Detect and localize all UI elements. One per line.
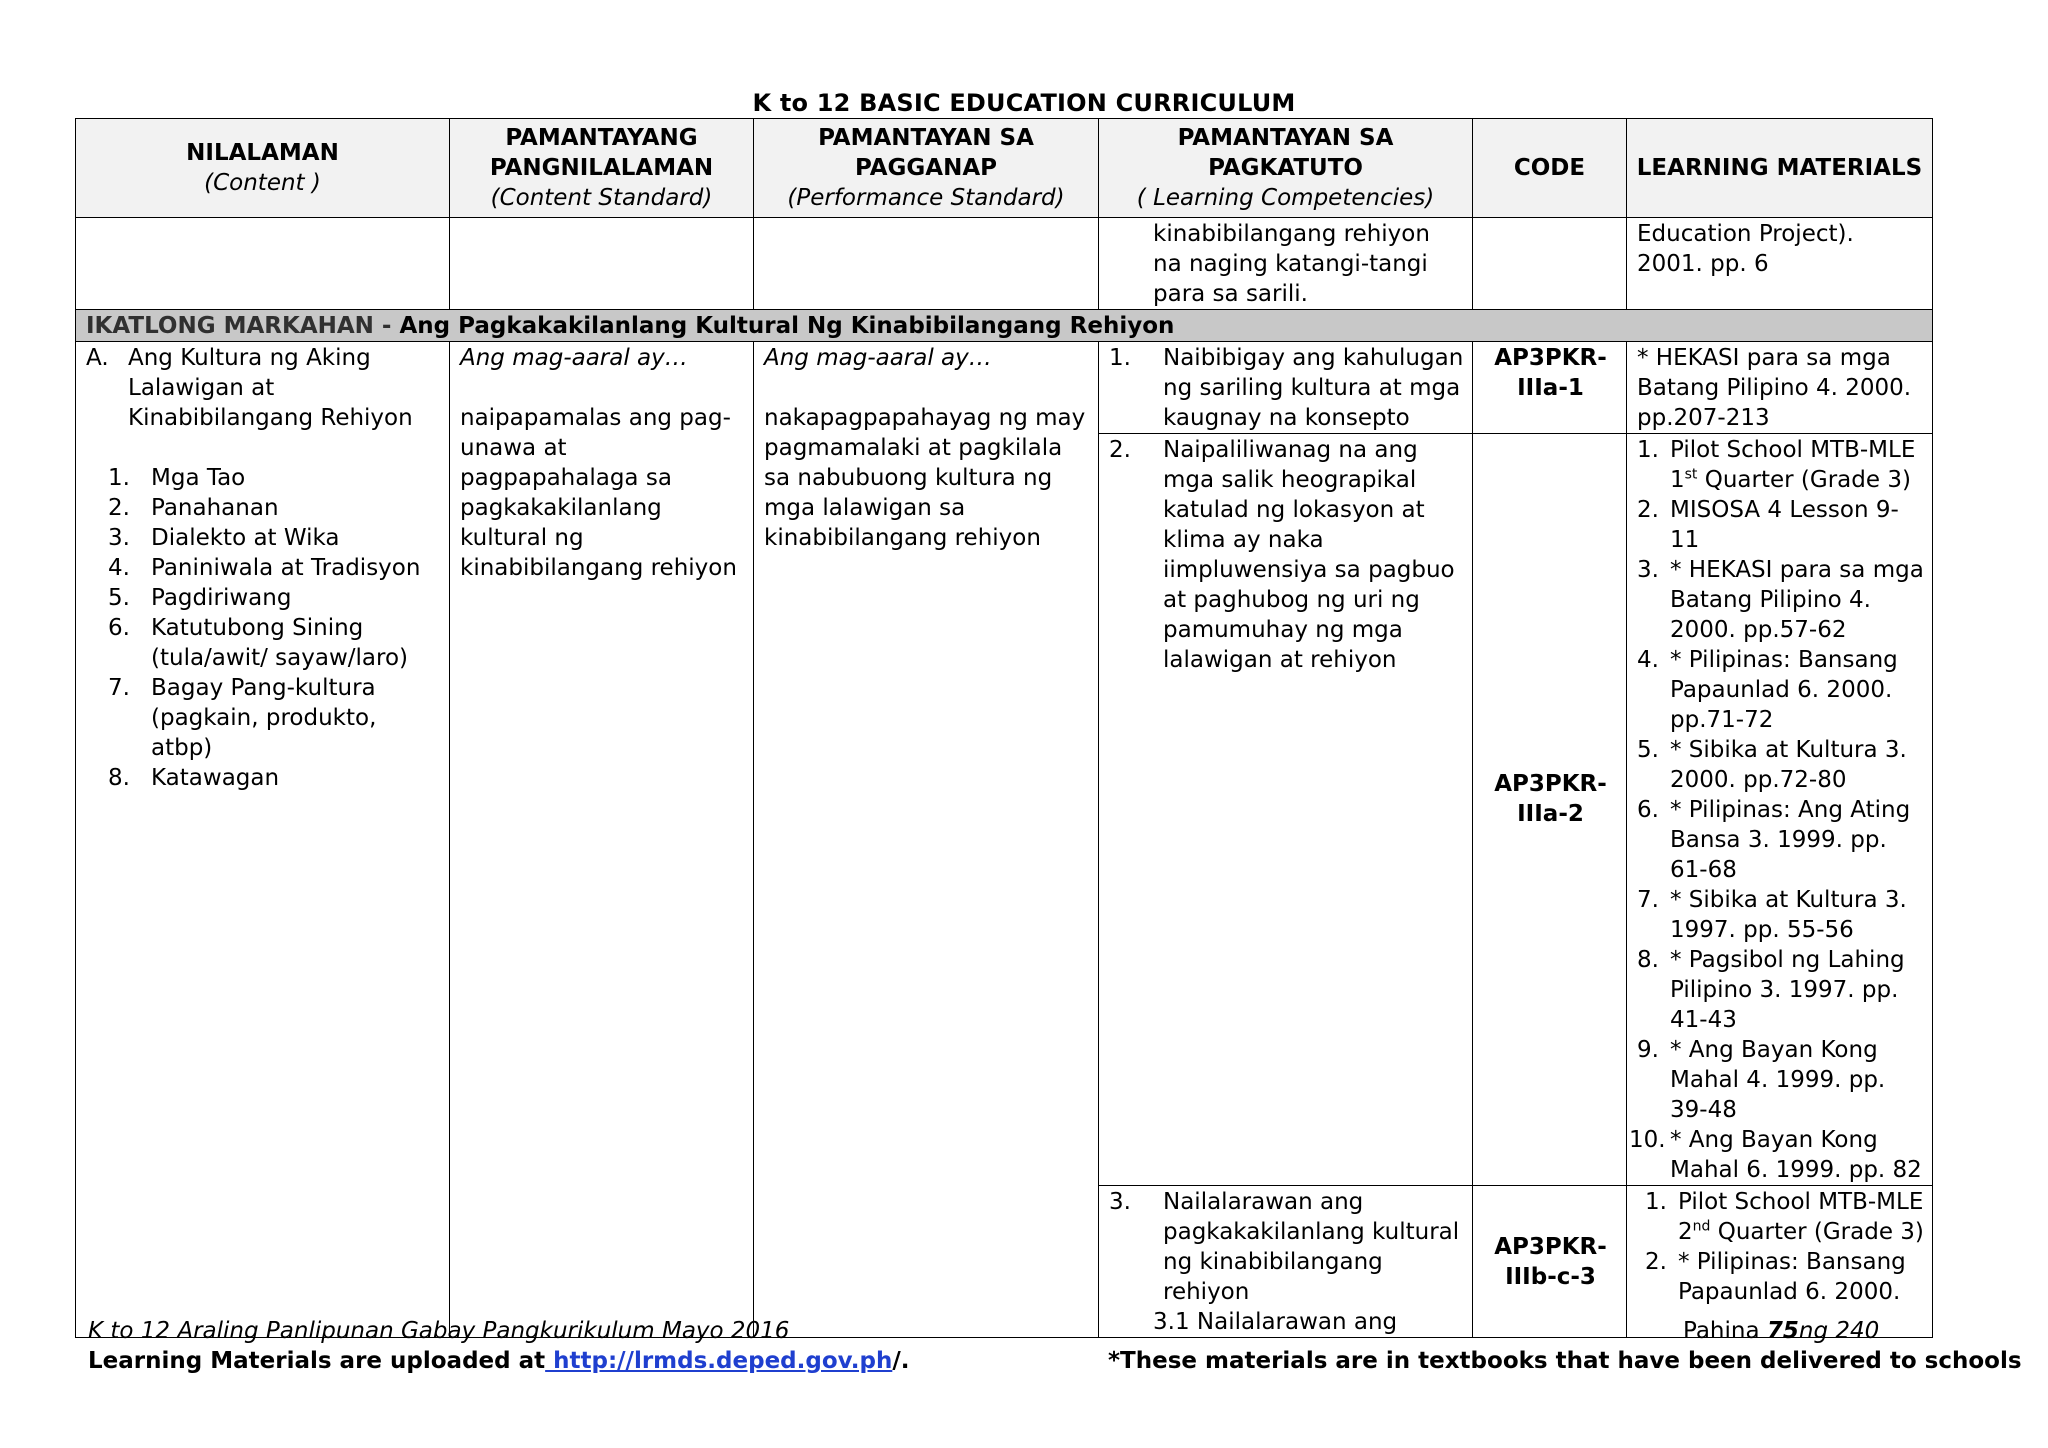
item-text: Mga Tao [151, 465, 246, 491]
item-number: 9. [1637, 1037, 1659, 1063]
materials-cell [1627, 342, 1933, 434]
item-number: 7. [108, 675, 130, 701]
empty-cell [1473, 218, 1627, 310]
item-text: * HEKASI para sa mga Batang Pilipino 4. 2000. pp.57-62 [1670, 557, 1924, 643]
competency-number: 1. [1109, 345, 1131, 371]
header-main: PAMANTAYANG PANGNILALAMAN [489, 125, 714, 181]
list-item [86, 493, 441, 523]
item-number: 5. [1637, 737, 1659, 763]
competency-cell [1099, 342, 1473, 434]
quarter-label: IKATLONG MARKAHAN - [86, 313, 392, 339]
header-sub: (Performance Standard) [787, 185, 1065, 211]
header-content [76, 119, 450, 218]
item-number: 10. [1629, 1127, 1666, 1153]
footer-guide-title: K to 12 Araling Panlipunan Gabay Pangkurikulum Mayo 2016 [88, 1318, 790, 1344]
code-cell [1473, 342, 1627, 434]
header-sub: ( Learning Competencies) [1136, 185, 1435, 211]
list-item [1637, 735, 1924, 795]
materials-cell [1627, 434, 1933, 1186]
page-suffix: ng 240 [1798, 1318, 1880, 1344]
ordinal-suffix: nd [1692, 1218, 1711, 1235]
competency-text: Naibibigay ang kahulugan ng sariling kultura at mga kaugnay na konsepto [1163, 345, 1464, 431]
header-materials [1627, 119, 1933, 218]
competency-cell [1099, 1186, 1473, 1338]
list-item [86, 673, 441, 763]
quarter-row [76, 310, 1933, 342]
competency-number: 2. [1109, 437, 1131, 463]
list-item [86, 583, 441, 613]
item-number: 3. [108, 525, 130, 551]
item-number: 4. [1637, 647, 1659, 673]
list-item [1637, 795, 1924, 885]
list-item [1637, 555, 1924, 645]
item-number: 8. [1637, 947, 1659, 973]
item-main: Pilot School MTB-MLE 2 [1678, 1189, 1924, 1245]
competency-text: kinabibilangang rehiyon na naging katangi-tangi para sa sarili. [1153, 221, 1430, 307]
item-text [1667, 1187, 1924, 1247]
item-number: 6. [1637, 797, 1659, 823]
carryover-materials: Education Project). 2001. pp. 6 [1627, 218, 1933, 310]
page-prefix: Pahina [1683, 1318, 1767, 1344]
page-number [1683, 1316, 1879, 1346]
item-text: * Pilipinas: Bansang Papaunlad 6. 2000. [1678, 1249, 1906, 1305]
item-text: * Pilipinas: Bansang Papaunlad 6. 2000. pp.71-72 [1670, 647, 1898, 733]
competency-row-1 [76, 342, 1933, 434]
header-main: NILALAMAN [186, 140, 339, 166]
item-number: 5. [108, 585, 130, 611]
header-content-standard [450, 119, 754, 218]
header-sub: (Content ) [204, 170, 321, 196]
code-text: AP3PKR-IIIb-c-3 [1494, 1234, 1607, 1290]
item-after: Quarter (Grade 3) [1697, 467, 1911, 493]
item-number: 6. [108, 615, 130, 641]
item-number: 2. [1637, 497, 1659, 523]
content-cell [76, 342, 450, 1338]
list-item [86, 463, 441, 493]
content-standard-cell [450, 342, 754, 1338]
list-item [1637, 1247, 1924, 1307]
item-number: 3. [1637, 557, 1659, 583]
header-main: LEARNING MATERIALS [1636, 155, 1923, 181]
item-text: MISOSA 4 Lesson 9-11 [1670, 497, 1899, 553]
item-text: * Ang Bayan Kong Mahal 4. 1999. pp. 39-48 [1670, 1037, 1886, 1123]
header-competencies [1099, 119, 1473, 218]
document-title: K to 12 BASIC EDUCATION CURRICULUM [752, 89, 1296, 117]
list-item [1637, 1035, 1924, 1125]
item-text [1659, 435, 1924, 495]
competency-item [1109, 435, 1464, 675]
item-number: 1. [1645, 1189, 1667, 1215]
content-heading: Ang Kultura ng Aking Lalawigan at Kinabibilangang Rehiyon [128, 345, 413, 431]
list-item [1637, 1187, 1924, 1247]
item-text: Paniniwala at Tradisyon [151, 555, 421, 581]
materials-cell [1627, 1186, 1933, 1338]
item-text: * Pilipinas: Ang Ating Bansa 3. 1999. pp. 61-68 [1670, 797, 1911, 883]
footer-left [88, 1316, 909, 1376]
content-heading-row [86, 343, 441, 433]
upload-end: /. [892, 1348, 910, 1374]
item-text: Dialekto at Wika [151, 525, 340, 551]
item-number: 4. [108, 555, 130, 581]
item-text: Bagay Pang-kultura (pagkain, produkto, atbp) [151, 675, 377, 761]
item-text: Katutubong Sining (tula/awit/ sayaw/laro) [151, 615, 408, 671]
list-item [1629, 1125, 1924, 1185]
content-standard-intro: Ang mag-aaral ay… [460, 345, 688, 371]
list-item [86, 763, 441, 793]
item-number: 7. [1637, 887, 1659, 913]
item-text: * Ang Bayan Kong Mahal 6. 1999. pp. 82 [1670, 1127, 1922, 1183]
item-number: 1. [108, 465, 130, 491]
item-text: * Sibika at Kultura 3. 1997. pp. 55-56 [1670, 887, 1907, 943]
competency-subitem: 3.1 Nailalarawan ang [1153, 1309, 1398, 1335]
list-item [1637, 645, 1924, 735]
code-cell [1473, 434, 1627, 1186]
performance-standard-text: nakapagpapahayag ng may pagmamalaki at pagkilala sa nabubuong kultura ng mga lalawigan sa kinabibilangang rehiyon [764, 405, 1086, 551]
competency-number: 3. [1109, 1189, 1131, 1215]
carryover-competency [1099, 218, 1473, 310]
item-text: Panahanan [151, 495, 279, 521]
carryover-row [76, 218, 1933, 310]
list-item [1637, 435, 1924, 495]
header-main: PAMANTAYAN SA PAGKATUTO [1177, 125, 1394, 181]
item-number: 8. [108, 765, 130, 791]
ordinal-suffix: st [1684, 466, 1698, 483]
competency-text: Nailalarawan ang pagkakakilanlang kultural ng kinabibilangang rehiyon [1163, 1189, 1460, 1305]
item-text: * Pagsibol ng Lahing Pilipino 3. 1997. pp. 41-43 [1670, 947, 1905, 1033]
textbook-note: *These materials are in textbooks that have been delivered to schools [1108, 1348, 2022, 1374]
list-item [86, 553, 441, 583]
materials-list [1629, 435, 1924, 1185]
list-item [86, 523, 441, 553]
quarter-heading [76, 310, 1933, 342]
list-item [1637, 495, 1924, 555]
item-number: 2. [1645, 1249, 1667, 1275]
item-text: Katawagan [151, 765, 280, 791]
upload-text: Learning Materials are uploaded at [88, 1348, 546, 1374]
competency-item [1109, 343, 1464, 433]
code-cell [1473, 1186, 1627, 1338]
content-standard-text: naipapamalas ang pag-unawa at pagpapahalaga sa pagkakakilanlang kultural ng kinabibilangang rehiyon [460, 405, 737, 581]
empty-cell [450, 218, 754, 310]
competency-text: Naipaliliwanag na ang mga salik heograpikal katulad ng lokasyon at klima ay naka iimpluwensiya sa pagbuo at paghubog ng uri ng pamumuhay ng mga lalawigan at rehiyon [1163, 437, 1455, 673]
list-item [1637, 945, 1924, 1035]
empty-cell [754, 218, 1099, 310]
header-sub: (Content Standard) [490, 185, 713, 211]
quarter-title: Ang Pagkakakilanlang Kultural Ng Kinabibilangang Rehiyon [399, 313, 1175, 339]
header-performance-standard [754, 119, 1099, 218]
materials-list [1637, 1187, 1924, 1307]
header-row [76, 119, 1933, 218]
item-main: Pilot School MTB-MLE 1 [1670, 437, 1916, 493]
spacer [460, 373, 745, 403]
list-item [1637, 885, 1924, 945]
spacer [764, 373, 1090, 403]
header-main: PAMANTAYAN SA PAGGANAP [818, 125, 1034, 181]
material-text: * HEKASI para sa mga Batang Pilipino 4. 2000. pp.207-213 [1637, 345, 1912, 431]
header-code [1473, 119, 1627, 218]
footer-upload-line [88, 1346, 909, 1376]
item-text: * Sibika at Kultura 3. 2000. pp.72-80 [1670, 737, 1907, 793]
code-text: AP3PKR-IIIa-2 [1494, 771, 1607, 827]
list-item [86, 613, 441, 673]
header-main: CODE [1513, 155, 1586, 181]
performance-standard-cell [754, 342, 1099, 1338]
empty-cell [76, 218, 450, 310]
item-number: 2. [108, 495, 130, 521]
item-after: Quarter (Grade 3) [1710, 1219, 1924, 1245]
spacer [86, 433, 441, 463]
performance-standard-intro: Ang mag-aaral ay… [764, 345, 992, 371]
content-items-list [86, 463, 441, 793]
competency-cell [1099, 434, 1473, 1186]
lrmds-link[interactable]: http://lrmds.deped.gov.ph [545, 1348, 893, 1374]
content-marker: A. [86, 345, 109, 371]
code-text: AP3PKR-IIIa-1 [1494, 345, 1607, 401]
curriculum-table [75, 118, 1933, 1338]
item-number: 1. [1637, 437, 1659, 463]
page-number-value: 75 [1766, 1318, 1799, 1344]
competency-item [1109, 1187, 1464, 1307]
item-text: Pagdiriwang [151, 585, 292, 611]
